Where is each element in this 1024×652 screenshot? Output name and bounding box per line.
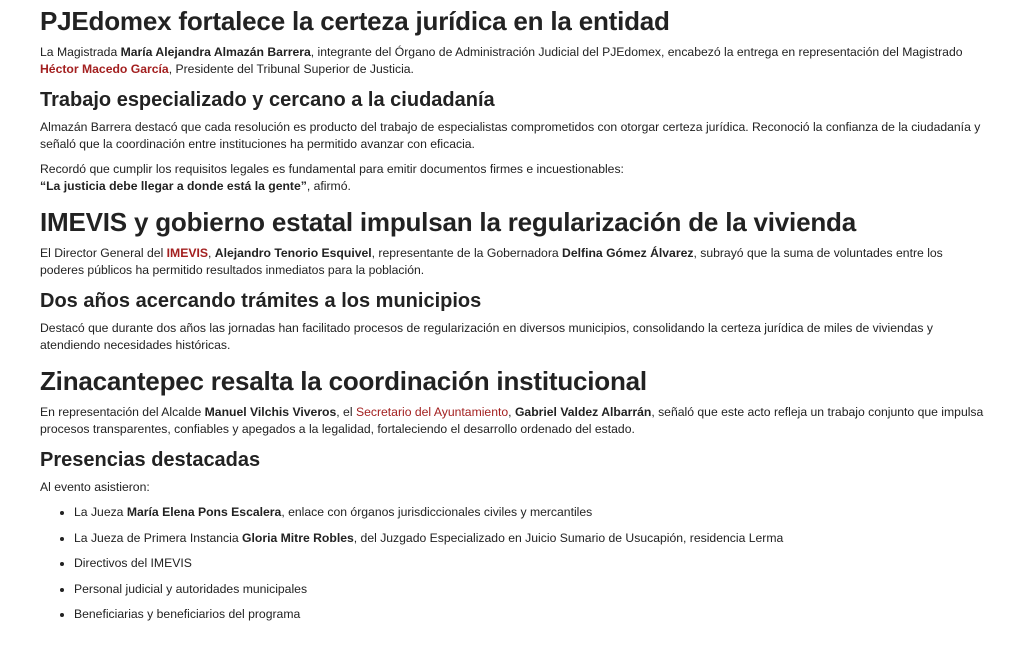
person-name: María Alejandra Almazán Barrera [120, 45, 311, 59]
quote: “La justicia debe llegar a donde está la gente” [40, 179, 307, 193]
list-item: • Beneficiarias y beneficiarios del programa [74, 606, 984, 623]
attendees-list [40, 504, 984, 623]
paragraph-alcalde: En representación del Alcalde Manuel Vilchis Viveros, el Secretario del Ayuntamiento, Gabriel Valdez Albarrán, señaló que este acto refleja un trabajo conjunto que impulsa procesos transparentes, confiables y apegados a la legalidad, fortaleciendo el desarrollo ordenado del estado. [40, 405, 984, 436]
person-name: Gabriel Valdez Albarrán [514, 405, 652, 419]
person-name: Manuel Vilchis Viveros [204, 405, 337, 419]
person-name: Delfina Gómez Álvarez [562, 246, 694, 260]
paragraph-director: El Director General del IMEVIS, Alejandro Tenorio Esquivel, representante de la Gobernadora Delfina Gómez Álvarez, subrayó que la suma de voluntades entre los poderes públicos ha permitido resultados inmediatos para la población. [40, 246, 943, 277]
subsection-title-trabajo: Trabajo especializado y cercano a la ciudadanía [40, 89, 495, 111]
list-item: • La Jueza de Primera Instancia Gloria Mitre Robles, del Juzgado Especializado en Juicio Sumario de Usucapión, residencia Lerma [74, 530, 984, 547]
list-item: • Directivos del IMEVIS [74, 555, 984, 572]
section-title-zinacantepec: Zinacantepec resalta la coordinación institucional [40, 366, 647, 396]
attendees-intro: Al evento asistieron: [40, 480, 150, 494]
link-secretario-ayuntamiento[interactable]: Secretario del Ayuntamiento [355, 405, 509, 419]
person-link-hector-macedo[interactable]: Héctor Macedo García [40, 62, 169, 76]
person-name: Alejandro Tenorio Esquivel [214, 246, 372, 260]
list-item: • La Jueza María Elena Pons Escalera, enlace con órganos jurisdiccionales civiles y mercantiles [74, 504, 984, 521]
paragraph-recordo: Recordó que cumplir los requisitos legales es fundamental para emitir documentos firmes e incuestionables: “La justicia debe llegar a donde está la gente”, afirmó. [40, 162, 624, 193]
section-title-imevis: IMEVIS y gobierno estatal impulsan la regularización de la vivienda [40, 207, 856, 237]
paragraph-almazan: Almazán Barrera destacó que cada resolución es producto del trabajo de especialistas comprometidos con otorgar certeza jurídica. Reconoció la confianza de la ciudadanía y señaló que la coordinación entre instituciones ha permitido avanzar con eficacia. [40, 120, 981, 151]
paragraph-destaco: Destacó que durante dos años las jornadas han facilitado procesos de regularización en diversos municipios, consolidando la certeza jurídica de miles de viviendas y atendiendo necesidades históricas. [40, 321, 933, 352]
section-title-pjedomex: PJEdomex fortalece la certeza jurídica en la entidad [40, 6, 670, 36]
list-item: • Personal judicial y autoridades municipales [74, 581, 984, 598]
subsection-title-dos-anos: Dos años acercando trámites a los municipios [40, 290, 482, 312]
paragraph-magistrada: La Magistrada María Alejandra Almazán Barrera, integrante del Órgano de Administración Judicial del PJEdomex, encabezó la entrega en representación del Magistrado Héctor Macedo García, Presidente del Tribunal Superior de Justicia. [40, 45, 963, 76]
org-link-imevis[interactable]: IMEVIS [166, 246, 208, 260]
subsection-title-presencias: Presencias destacadas [40, 449, 261, 471]
